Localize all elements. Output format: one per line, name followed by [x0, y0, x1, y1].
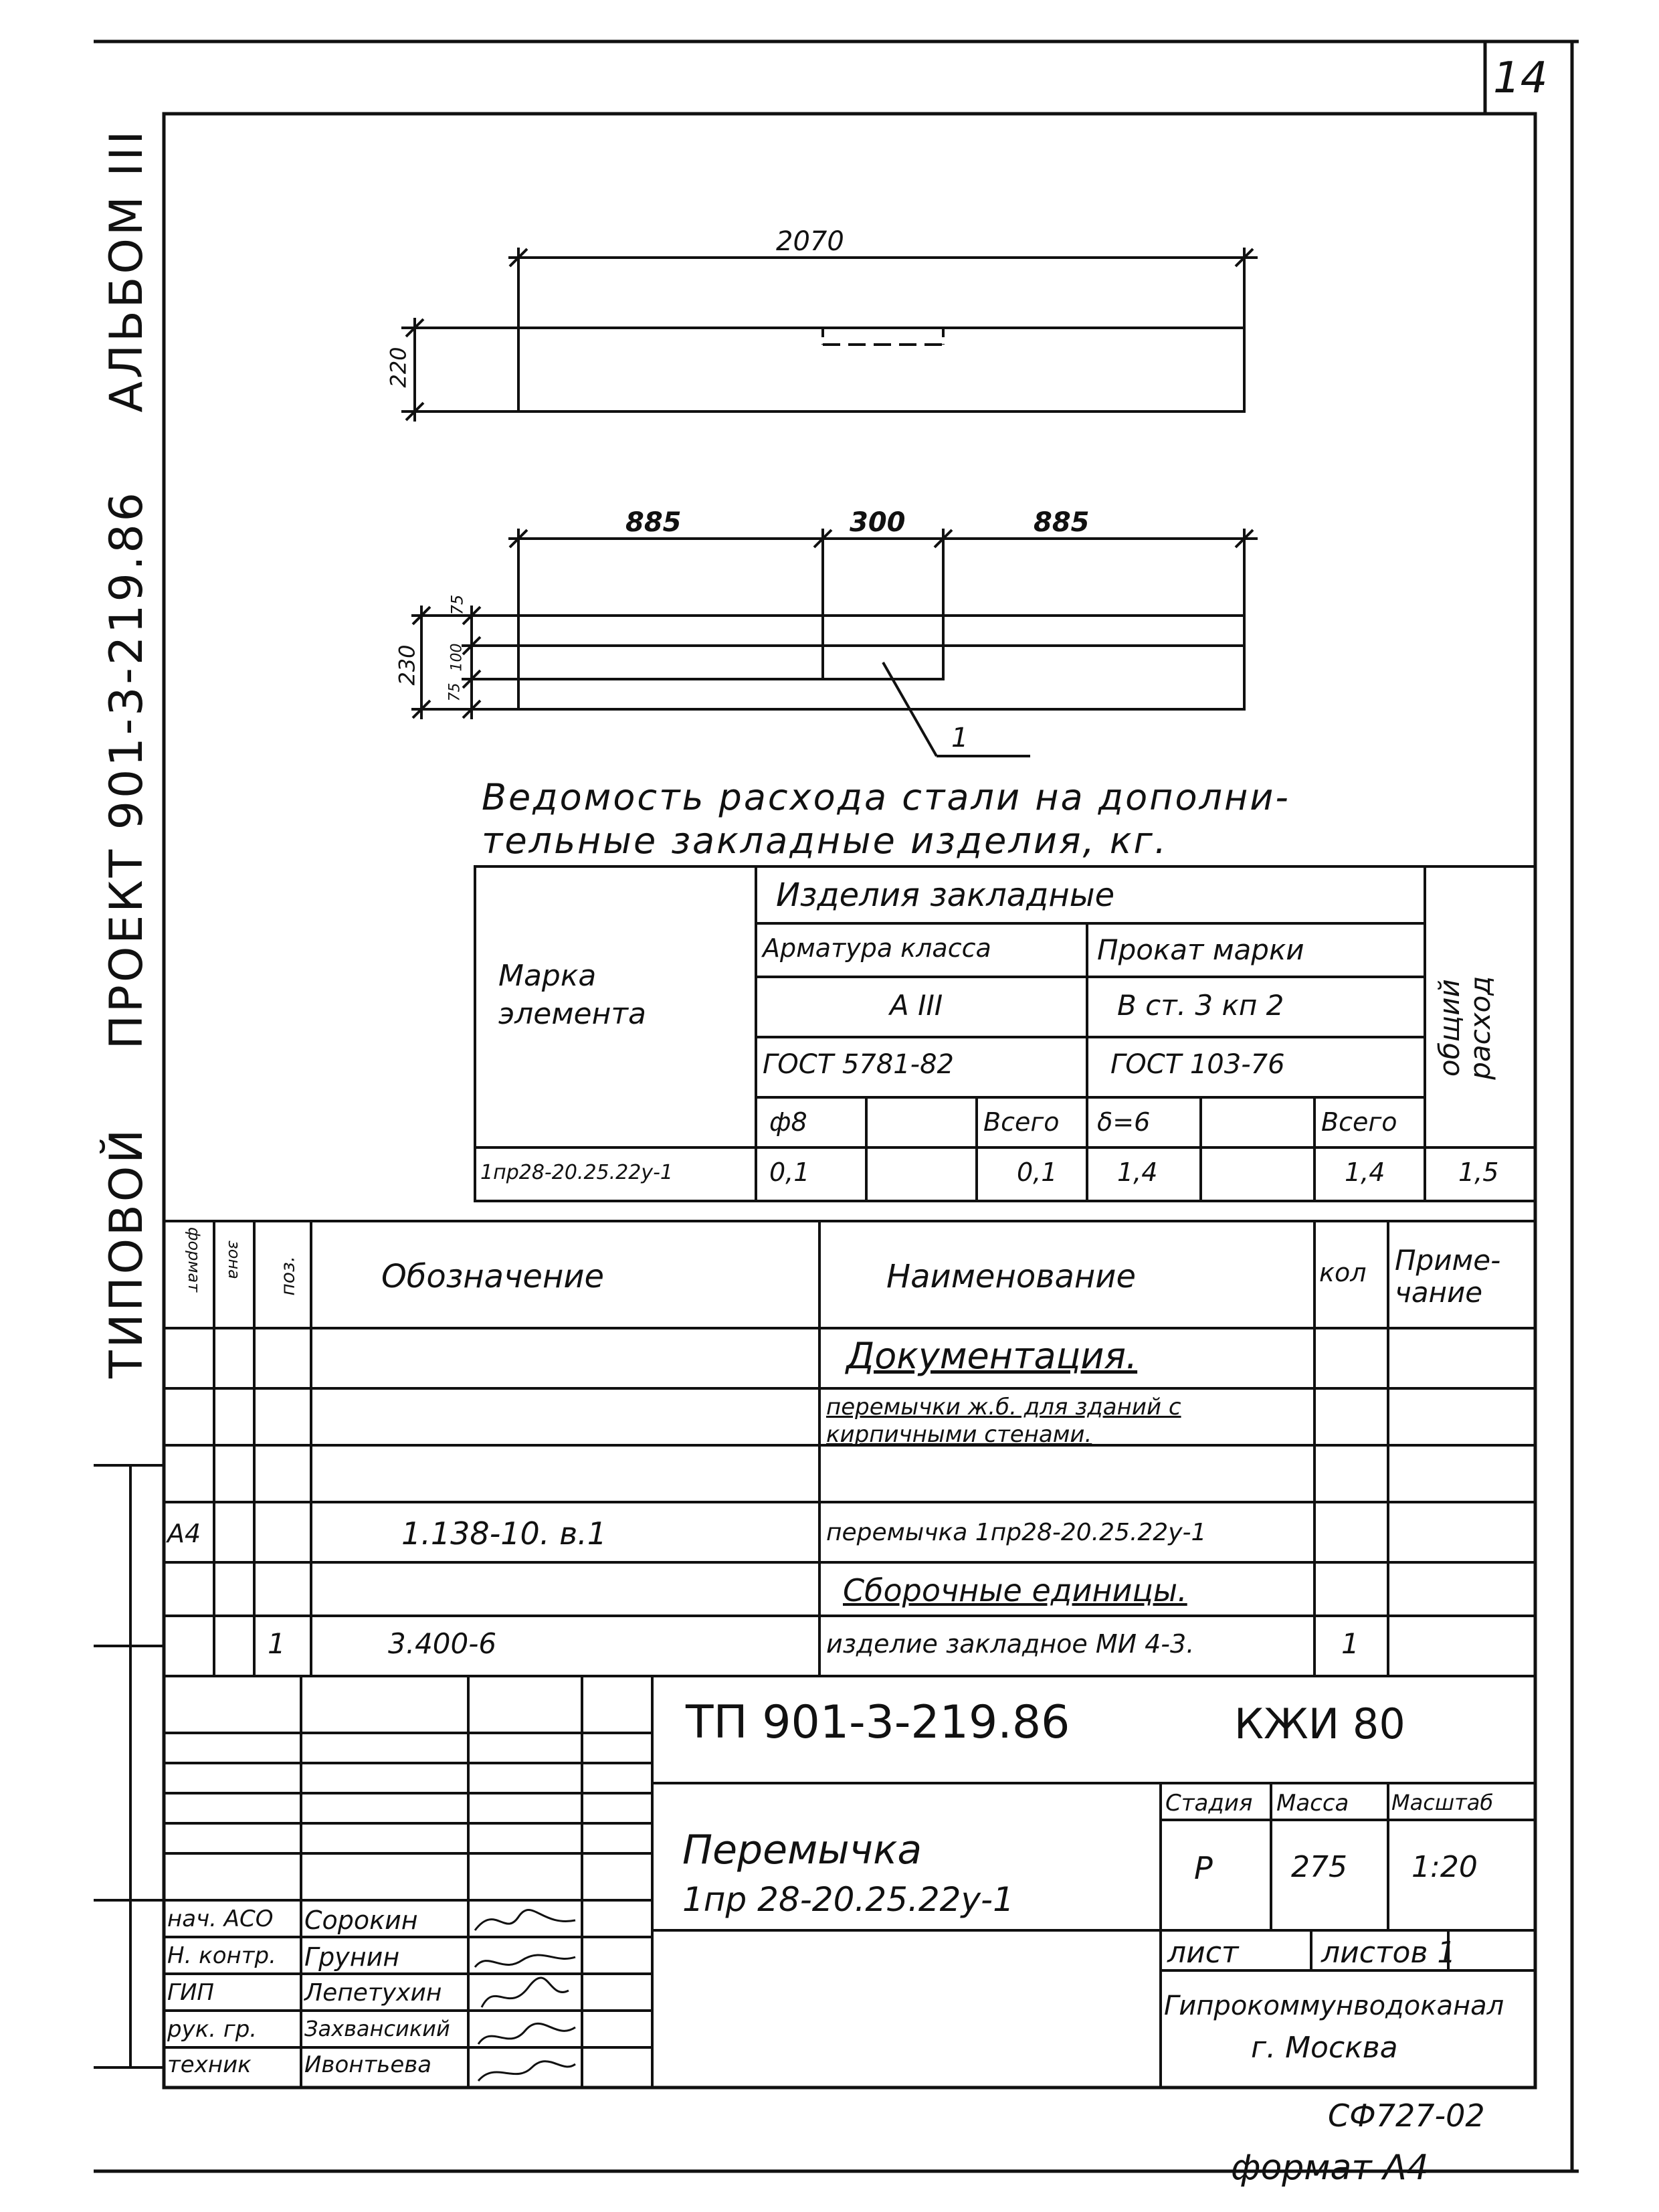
person-name: Лепетухин: [304, 1979, 442, 2007]
stage-value: Р: [1194, 1850, 1213, 1886]
sheet-label: лист: [1167, 1936, 1239, 1970]
spec-row-name: Документация.: [846, 1335, 1138, 1377]
person-name: Ивонтьева: [304, 2051, 432, 2078]
rolled-gost: ГОСТ 103-76: [1110, 1049, 1285, 1080]
scale-value: 1:20: [1411, 1850, 1478, 1884]
mass-label: Масса: [1276, 1790, 1349, 1817]
person-role: Н. контр.: [167, 1942, 276, 1969]
group-header: Изделия закладные: [776, 877, 1115, 914]
sub-col-header: Всего: [1321, 1107, 1397, 1137]
dim-mid: 100: [448, 643, 466, 672]
spec-table-grid: [94, 1221, 1535, 2067]
top-view: [401, 248, 1258, 422]
side-title-part: АЛЬБОМ III: [100, 128, 153, 413]
spec-row-format: А4: [167, 1519, 201, 1548]
side-title: [100, 40, 154, 1378]
mark-header: Марка элемента: [498, 959, 646, 1032]
spec-header-name: Наименование: [886, 1258, 1137, 1295]
document-code: КЖИ 80: [1234, 1699, 1405, 1748]
spec-row-qty: 1: [1341, 1627, 1359, 1660]
rebar-gost: ГОСТ 5781-82: [763, 1049, 954, 1080]
spec-header-zone: зона: [225, 1240, 243, 1279]
row-value: 0,1: [1017, 1158, 1058, 1187]
person-name: Сорокин: [304, 1906, 418, 1935]
person-name: Грунин: [304, 1942, 400, 1972]
project-code: ТП 901-3-219.86: [686, 1696, 1070, 1749]
steel-table-title: Ведомость расхода стали на дополни-: [482, 776, 1290, 818]
spec-row-designation: 3.400-6: [388, 1627, 497, 1660]
person-role: техник: [167, 2051, 252, 2078]
steel-table-grid: [475, 866, 1535, 1201]
steel-table-title: тельные закладные изделия, кг.: [482, 820, 1168, 862]
spec-header-designation: Обозначение: [381, 1258, 605, 1295]
spec-header-note: Приме- чание: [1395, 1244, 1501, 1309]
organization: Гипрокоммунводоканал: [1164, 1991, 1504, 2021]
dim-left: 885: [625, 507, 682, 538]
dim-middle: 300: [850, 507, 906, 538]
sheet-number: 14: [1493, 54, 1548, 103]
spec-header-pos: поз.: [276, 1256, 299, 1296]
organization-city: г. Москва: [1251, 2031, 1398, 2065]
section-view: [411, 529, 1258, 756]
rebar-header: Арматура класса: [763, 933, 991, 963]
rolled-header: Прокат марки: [1097, 933, 1304, 966]
format-label: формат А4: [1231, 2148, 1429, 2188]
copy-code: СФ727-02: [1328, 2098, 1485, 2134]
person-role: ГИП: [167, 1979, 214, 2006]
dim-right: 885: [1034, 507, 1090, 538]
spec-row-name: изделие закладное МИ 4-3.: [826, 1629, 1195, 1659]
spec-row-name: Сборочные единицы.: [843, 1572, 1187, 1608]
spec-row-name: перемычка 1пр28-20.25.22у-1: [826, 1519, 1207, 1546]
sub-col-header: Всего: [983, 1107, 1060, 1137]
person-name: Захвансикий: [304, 2016, 450, 2041]
signatures: [468, 1900, 582, 2088]
person-role: рук. гр.: [167, 2016, 258, 2043]
row-mark: 1пр28-20.25.22у-1: [480, 1161, 674, 1184]
callout-number: 1: [951, 723, 969, 753]
spec-row-name: перемычки ж.б. для зданий с кирпичными стенами.: [826, 1394, 1181, 1448]
row-total: 1,5: [1458, 1158, 1499, 1187]
spec-row-designation: 1.138-10. в.1: [401, 1515, 607, 1552]
side-title-part: ТИПОВОЙ: [100, 1126, 153, 1378]
spec-header-qty: кол: [1319, 1258, 1367, 1287]
side-title-part: ПРОЕКТ 901-3-219.86: [100, 490, 153, 1050]
person-role: нач. АСО: [167, 1906, 274, 1932]
item-name: Перемычка: [682, 1827, 922, 1873]
dim-section-height: 230: [394, 644, 420, 686]
scale-label: Масштаб: [1391, 1790, 1494, 1815]
dim-top-offset: 75: [448, 594, 467, 616]
sub-col-header: ф8: [769, 1107, 807, 1137]
rolled-grade: В ст. 3 кп 2: [1117, 989, 1284, 1022]
rebar-class: A III: [890, 989, 943, 1022]
dim-bottom-offset: 75: [446, 682, 464, 702]
row-value: 1,4: [1345, 1158, 1385, 1187]
spec-header-format: формат: [185, 1227, 203, 1293]
stage-label: Стадия: [1165, 1790, 1253, 1817]
item-mark: 1пр 28-20.25.22у-1: [682, 1880, 1014, 1919]
dim-height: 220: [385, 347, 411, 388]
row-value: 0,1: [769, 1158, 810, 1187]
sheets-label: листов 1: [1321, 1936, 1456, 1970]
dim-length: 2070: [776, 226, 844, 257]
sub-col-header: δ=6: [1097, 1107, 1151, 1137]
total-header: общий расход: [1432, 976, 1496, 1080]
mass-value: 275: [1291, 1850, 1347, 1884]
row-value: 1,4: [1117, 1158, 1158, 1187]
spec-row-pos: 1: [268, 1627, 286, 1660]
